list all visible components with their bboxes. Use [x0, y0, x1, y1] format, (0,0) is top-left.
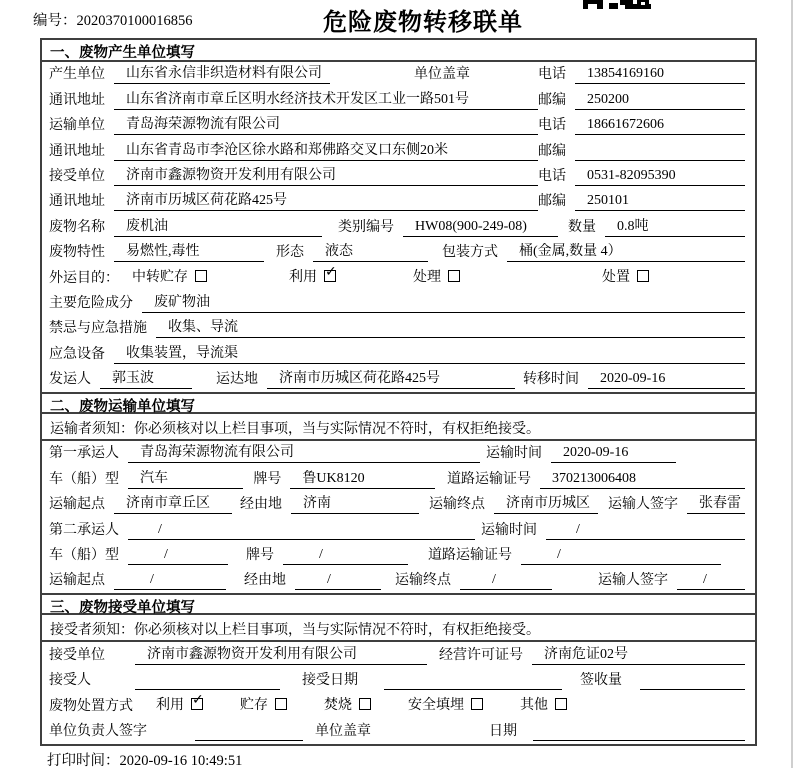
disposal-landfill-label: 安全填埋	[408, 697, 464, 713]
route1-row	[42, 492, 755, 517]
disposal-method-label: 废物处置方式	[49, 698, 133, 714]
waste-name-value[interactable]: 废机油	[114, 218, 322, 237]
waste-quantity-label: 数量	[568, 219, 596, 235]
transit-storage-label: 中转贮存	[132, 269, 188, 285]
waste-property-label: 废物特性	[49, 245, 105, 261]
endpoint2-value[interactable]: /	[460, 571, 552, 590]
via2-label: 经由地	[244, 573, 286, 589]
disposal-option	[156, 694, 203, 716]
receiver-notice: 接受者须知：你必须核对以上栏目事项，当与实际情况不符时，有权拒绝接受。	[42, 615, 755, 642]
disposal-incinerate-label: 焚烧	[324, 697, 352, 713]
receive-date-label: 接受日期	[302, 673, 358, 689]
consignor-row	[42, 367, 755, 392]
disposal-option	[520, 694, 567, 716]
emergency-equipment-row	[42, 341, 755, 366]
receiver-address-value[interactable]: 济南市历城区荷花路425号	[114, 192, 538, 211]
license-number-value[interactable]: 济南危证02号	[532, 646, 745, 665]
disposal-option	[324, 694, 371, 716]
receiver-unit-left	[49, 165, 538, 186]
waste-name-label: 废物名称	[49, 219, 105, 235]
receiver-person-row	[42, 668, 755, 693]
carrier1-label: 第一承运人	[49, 446, 119, 462]
checkbox-dispose[interactable]	[637, 270, 649, 282]
endpoint1-label: 运输终点	[429, 497, 485, 513]
receiver-person-value[interactable]	[135, 671, 280, 690]
carrier2-label: 第二承运人	[49, 522, 119, 538]
transport-date1-label: 运输时间	[486, 446, 542, 462]
waste-form-value[interactable]: 液态	[313, 243, 428, 262]
disposal-utilize-label: 利用	[156, 697, 184, 713]
disposal-storage-label: 贮存	[240, 697, 268, 713]
transfer-purpose-option	[602, 266, 649, 288]
responsible-sign-value[interactable]	[195, 722, 303, 741]
transport-date2-label: 运输时间	[481, 522, 537, 538]
transfer-purpose-option	[289, 266, 336, 288]
transfer-date-value[interactable]: 2020-09-16	[588, 370, 745, 389]
producer-address-left	[49, 89, 538, 110]
responsible-sign-row	[42, 719, 755, 744]
receiver-phone-value[interactable]: 0531-82095390	[575, 167, 745, 186]
receiver-phone-label: 电话	[538, 168, 566, 184]
producer-address-label: 通讯地址	[49, 92, 105, 108]
road-permit1-value[interactable]: 370213006408	[540, 470, 745, 489]
transfer-purpose-option	[132, 266, 207, 288]
waste-packaging-value[interactable]: 桶(金属,数量 4）	[507, 243, 745, 262]
transporter-unit-value[interactable]: 青岛海荣源物流有限公司	[114, 116, 538, 135]
received-quantity-label: 签收量	[580, 673, 622, 689]
transporter-sign1-value[interactable]: 张春雷	[687, 495, 745, 514]
checkbox-disposal-other[interactable]	[555, 698, 567, 710]
license-number-label: 经营许可证号	[439, 647, 523, 663]
utilize-label: 利用	[289, 269, 317, 285]
destination-value[interactable]: 济南市历城区荷花路425号	[267, 370, 515, 389]
print-time-label: 打印时间：	[47, 753, 120, 769]
road-permit2-label: 道路运输证号	[428, 548, 512, 564]
transporter-postcode-label: 邮编	[538, 143, 566, 159]
via1-value[interactable]: 济南	[291, 495, 419, 514]
received-quantity-value[interactable]	[640, 671, 745, 690]
transport-date2-value[interactable]: /	[546, 521, 745, 540]
producer-unit-row	[42, 62, 755, 87]
form-title: 危险废物转移联单	[323, 9, 523, 36]
origin2-label: 运输起点	[49, 573, 105, 589]
receive-date-value[interactable]	[384, 671, 562, 690]
emergency-measures-label: 禁忌与应急措施	[49, 321, 147, 337]
waste-form-label: 形态	[276, 245, 304, 261]
receiver-address-label: 通讯地址	[49, 194, 105, 210]
transporter-sign1-label: 运输人签字	[608, 497, 678, 513]
receiver-postcode-label: 邮编	[538, 194, 566, 210]
transporter-unit-row	[42, 113, 755, 138]
checkbox-transit-storage[interactable]	[195, 270, 207, 282]
receiving-unit-value[interactable]: 济南市鑫源物资开发利用有限公司	[135, 646, 427, 665]
disposal-method-row	[42, 693, 755, 718]
dispose-label: 处置	[602, 269, 630, 285]
road-permit1-label: 道路运输证号	[446, 471, 531, 487]
date-value[interactable]	[533, 722, 745, 741]
plate-number1-label: 牌号	[253, 471, 282, 487]
plate-number1-value[interactable]: 鲁UK8120	[290, 470, 435, 489]
vehicle-type2-label: 车（船）型	[49, 548, 119, 564]
vehicle1-row	[42, 466, 755, 491]
hazard-component-row	[42, 291, 755, 316]
producer-address-row	[42, 87, 755, 112]
transporter-address-left	[49, 140, 538, 161]
transporter-address-value[interactable]: 山东省青岛市李沧区徐水路和郑佛路交叉口东侧20米	[114, 142, 538, 161]
disposal-option	[408, 694, 483, 716]
transporter-unit-label: 运输单位	[49, 118, 105, 134]
emergency-measures-value[interactable]: 收集、导流	[156, 319, 745, 338]
receiver-unit-value[interactable]: 济南市鑫源物资开发利用有限公司	[114, 167, 538, 186]
carrier1-value[interactable]: 青岛海荣源物流有限公司	[128, 444, 480, 463]
waste-property-value[interactable]: 易燃性,毒性	[114, 243, 264, 262]
transfer-purpose-row	[42, 265, 755, 290]
producer-seal-label: 单位盖章	[414, 67, 470, 83]
consignor-label: 发运人	[49, 372, 91, 388]
transporter-postcode-value[interactable]	[575, 142, 745, 161]
transporter-address-row	[42, 138, 755, 163]
vehicle2-row	[42, 543, 755, 568]
origin2-value[interactable]: /	[114, 571, 226, 590]
producer-unit-left	[49, 63, 538, 84]
vehicle-type1-value[interactable]: 汽车	[128, 470, 243, 489]
waste-packaging-label: 包装方式	[442, 245, 498, 261]
receiving-unit-label: 接受单位	[49, 647, 105, 663]
responsible-sign-label: 单位负责人签字	[49, 723, 147, 739]
road-permit2-value[interactable]: /	[521, 546, 721, 565]
print-time-value: 2020-09-16 10:49:51	[119, 753, 243, 769]
waste-category-code-value[interactable]: HW08(900-249-08)	[403, 218, 558, 237]
carrier2-row	[42, 517, 755, 542]
producer-unit-label: 产生单位	[49, 67, 105, 83]
transporter-sign2-value[interactable]: /	[677, 571, 745, 590]
emergency-equipment-label: 应急设备	[49, 346, 105, 362]
receiver-address-left	[49, 190, 538, 211]
transporter-notice: 运输者须知：你必须核对以上栏目事项，当与实际情况不符时，有权拒绝接受。	[42, 414, 755, 441]
destination-label: 运达地	[216, 372, 258, 388]
via1-label: 经由地	[240, 497, 282, 513]
origin1-value[interactable]: 济南市章丘区	[114, 495, 232, 514]
transfer-purpose-option	[413, 266, 460, 288]
endpoint2-label: 运输终点	[395, 573, 451, 589]
receiver-postcode-value[interactable]: 250101	[575, 192, 745, 211]
section-1-header: 一、废物产生单位填写	[42, 40, 755, 62]
plate-number2-label: 牌号	[246, 548, 274, 564]
waste-name-row	[42, 214, 755, 239]
endpoint1-value[interactable]: 济南市历城区	[494, 495, 598, 514]
transporter-phone-label: 电话	[538, 118, 566, 134]
receiver-unit-label: 接受单位	[49, 168, 105, 184]
transporter-phone-value[interactable]: 18661672606	[575, 116, 745, 135]
vehicle-type2-value[interactable]: /	[128, 546, 228, 565]
checkbox-disposal-incinerate[interactable]	[359, 698, 371, 710]
disposal-other-label: 其他	[520, 697, 548, 713]
transporter-unit-left	[49, 114, 538, 135]
date-label: 日期	[489, 723, 517, 739]
transporter-sign2-label: 运输人签字	[598, 573, 668, 589]
transfer-date-label: 转移时间	[523, 372, 579, 388]
receiver-unit-row	[42, 164, 755, 189]
treat-label: 处理	[413, 269, 441, 285]
emergency-measures-row	[42, 316, 755, 341]
receiver-person-label: 接受人	[49, 673, 91, 689]
print-time	[47, 749, 242, 770]
producer-unit-value[interactable]: 山东省永信非织造材料有限公司	[114, 65, 330, 84]
checkbox-disposal-storage[interactable]	[275, 698, 287, 710]
checkbox-disposal-utilize[interactable]: ✓	[192, 692, 204, 709]
producer-phone-label: 电话	[538, 67, 566, 83]
section-2-header: 二、废物运输单位填写	[42, 392, 755, 414]
receiving-unit-row	[42, 642, 755, 667]
via2-value[interactable]: /	[295, 571, 381, 590]
origin1-label: 运输起点	[49, 497, 105, 513]
receiver-address-row	[42, 189, 755, 214]
checkbox-disposal-landfill[interactable]	[471, 698, 483, 710]
vehicle-type1-label: 车（船）型	[49, 471, 119, 487]
disposal-option	[240, 694, 287, 716]
carrier1-row	[42, 441, 755, 466]
serial-value: 2020370100016856	[76, 13, 193, 29]
waste-category-label: 类别编号	[338, 219, 394, 235]
transporter-address-label: 通讯地址	[49, 143, 105, 159]
producer-postcode-value[interactable]: 250200	[575, 91, 745, 110]
checkbox-utilize[interactable]: ✓	[325, 264, 337, 281]
serial-label: 编号：	[33, 13, 77, 29]
page-edge-line	[791, 0, 793, 768]
hazard-component-label: 主要危险成分	[49, 295, 133, 311]
hazard-component-value[interactable]: 废矿物油	[142, 294, 745, 313]
route2-row	[42, 568, 755, 593]
unit-seal-label: 单位盖章	[315, 723, 371, 739]
consignor-value[interactable]: 郭玉波	[100, 370, 192, 389]
plate-number2-value[interactable]: /	[283, 546, 408, 565]
checkbox-treat[interactable]	[448, 270, 460, 282]
producer-postcode-label: 邮编	[538, 92, 566, 108]
producer-address-value[interactable]: 山东省济南市章丘区明水经济技术开发区工业一路501号	[114, 91, 538, 110]
waste-quantity-value[interactable]: 0.8吨	[605, 218, 745, 237]
waste-property-row	[42, 240, 755, 265]
section-3-header: 三、废物接受单位填写	[42, 593, 755, 615]
transfer-purpose-label: 外运目的：	[49, 270, 119, 286]
producer-phone-value[interactable]: 13854169160	[575, 65, 745, 84]
carrier2-value[interactable]: /	[128, 521, 475, 540]
transfer-form-table	[40, 38, 757, 746]
emergency-equipment-value[interactable]: 收集装置，导流渠	[114, 345, 745, 364]
transport-date1-value[interactable]: 2020-09-16	[551, 444, 676, 463]
